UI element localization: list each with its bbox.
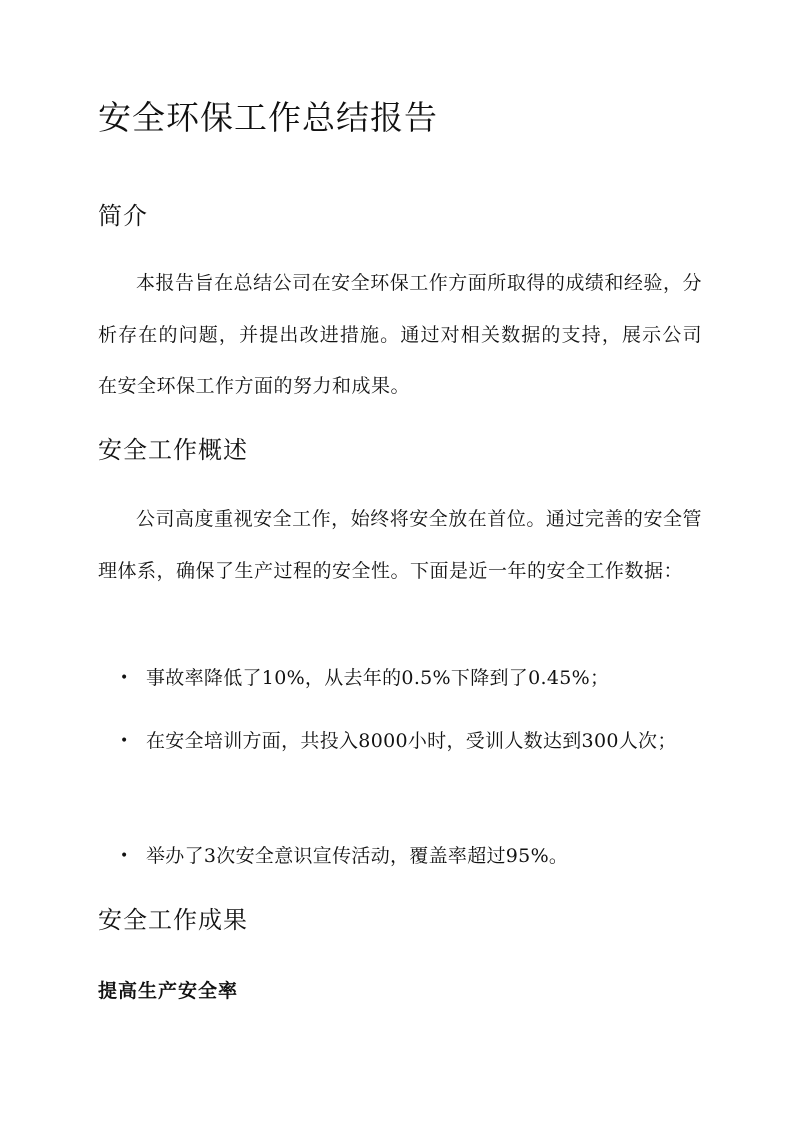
section-heading-intro: 简介 xyxy=(98,202,148,230)
subsection-heading: 提高生产安全率 xyxy=(98,980,239,1002)
overview-paragraph: 公司高度重视安全工作，始终将安全放在首位。通过完善的安全管理体系，确保了生产过程的安全性。下面是近一年的安全工作数据： xyxy=(98,508,702,582)
intro-paragraph: 本报告旨在总结公司在安全环保工作方面所取得的成绩和经验，分析存在的问题，并提出改进措施。通过对相关数据的支持，展示公司在安全环保工作方面的努力和成果。 xyxy=(98,272,702,397)
list-item-text: 事故率降低了10%，从去年的0.5%下降到了0.45%； xyxy=(146,667,610,689)
bullet-icon: • xyxy=(120,733,129,749)
list-item xyxy=(98,830,702,883)
list-item-text: 在安全培训方面，共投入8000小时，受训人数达到300人次； xyxy=(146,730,677,752)
bullet-icon: • xyxy=(120,848,129,864)
section-heading-results: 安全工作成果 xyxy=(98,906,248,934)
list-item-text: 举办了3次安全意识宣传活动，覆盖率超过95%。 xyxy=(146,845,569,867)
list-item xyxy=(98,652,702,705)
document-title: 安全环保工作总结报告 xyxy=(98,98,438,137)
section-heading-overview: 安全工作概述 xyxy=(98,436,248,464)
list-item xyxy=(98,715,702,768)
bullet-icon: • xyxy=(120,670,129,686)
